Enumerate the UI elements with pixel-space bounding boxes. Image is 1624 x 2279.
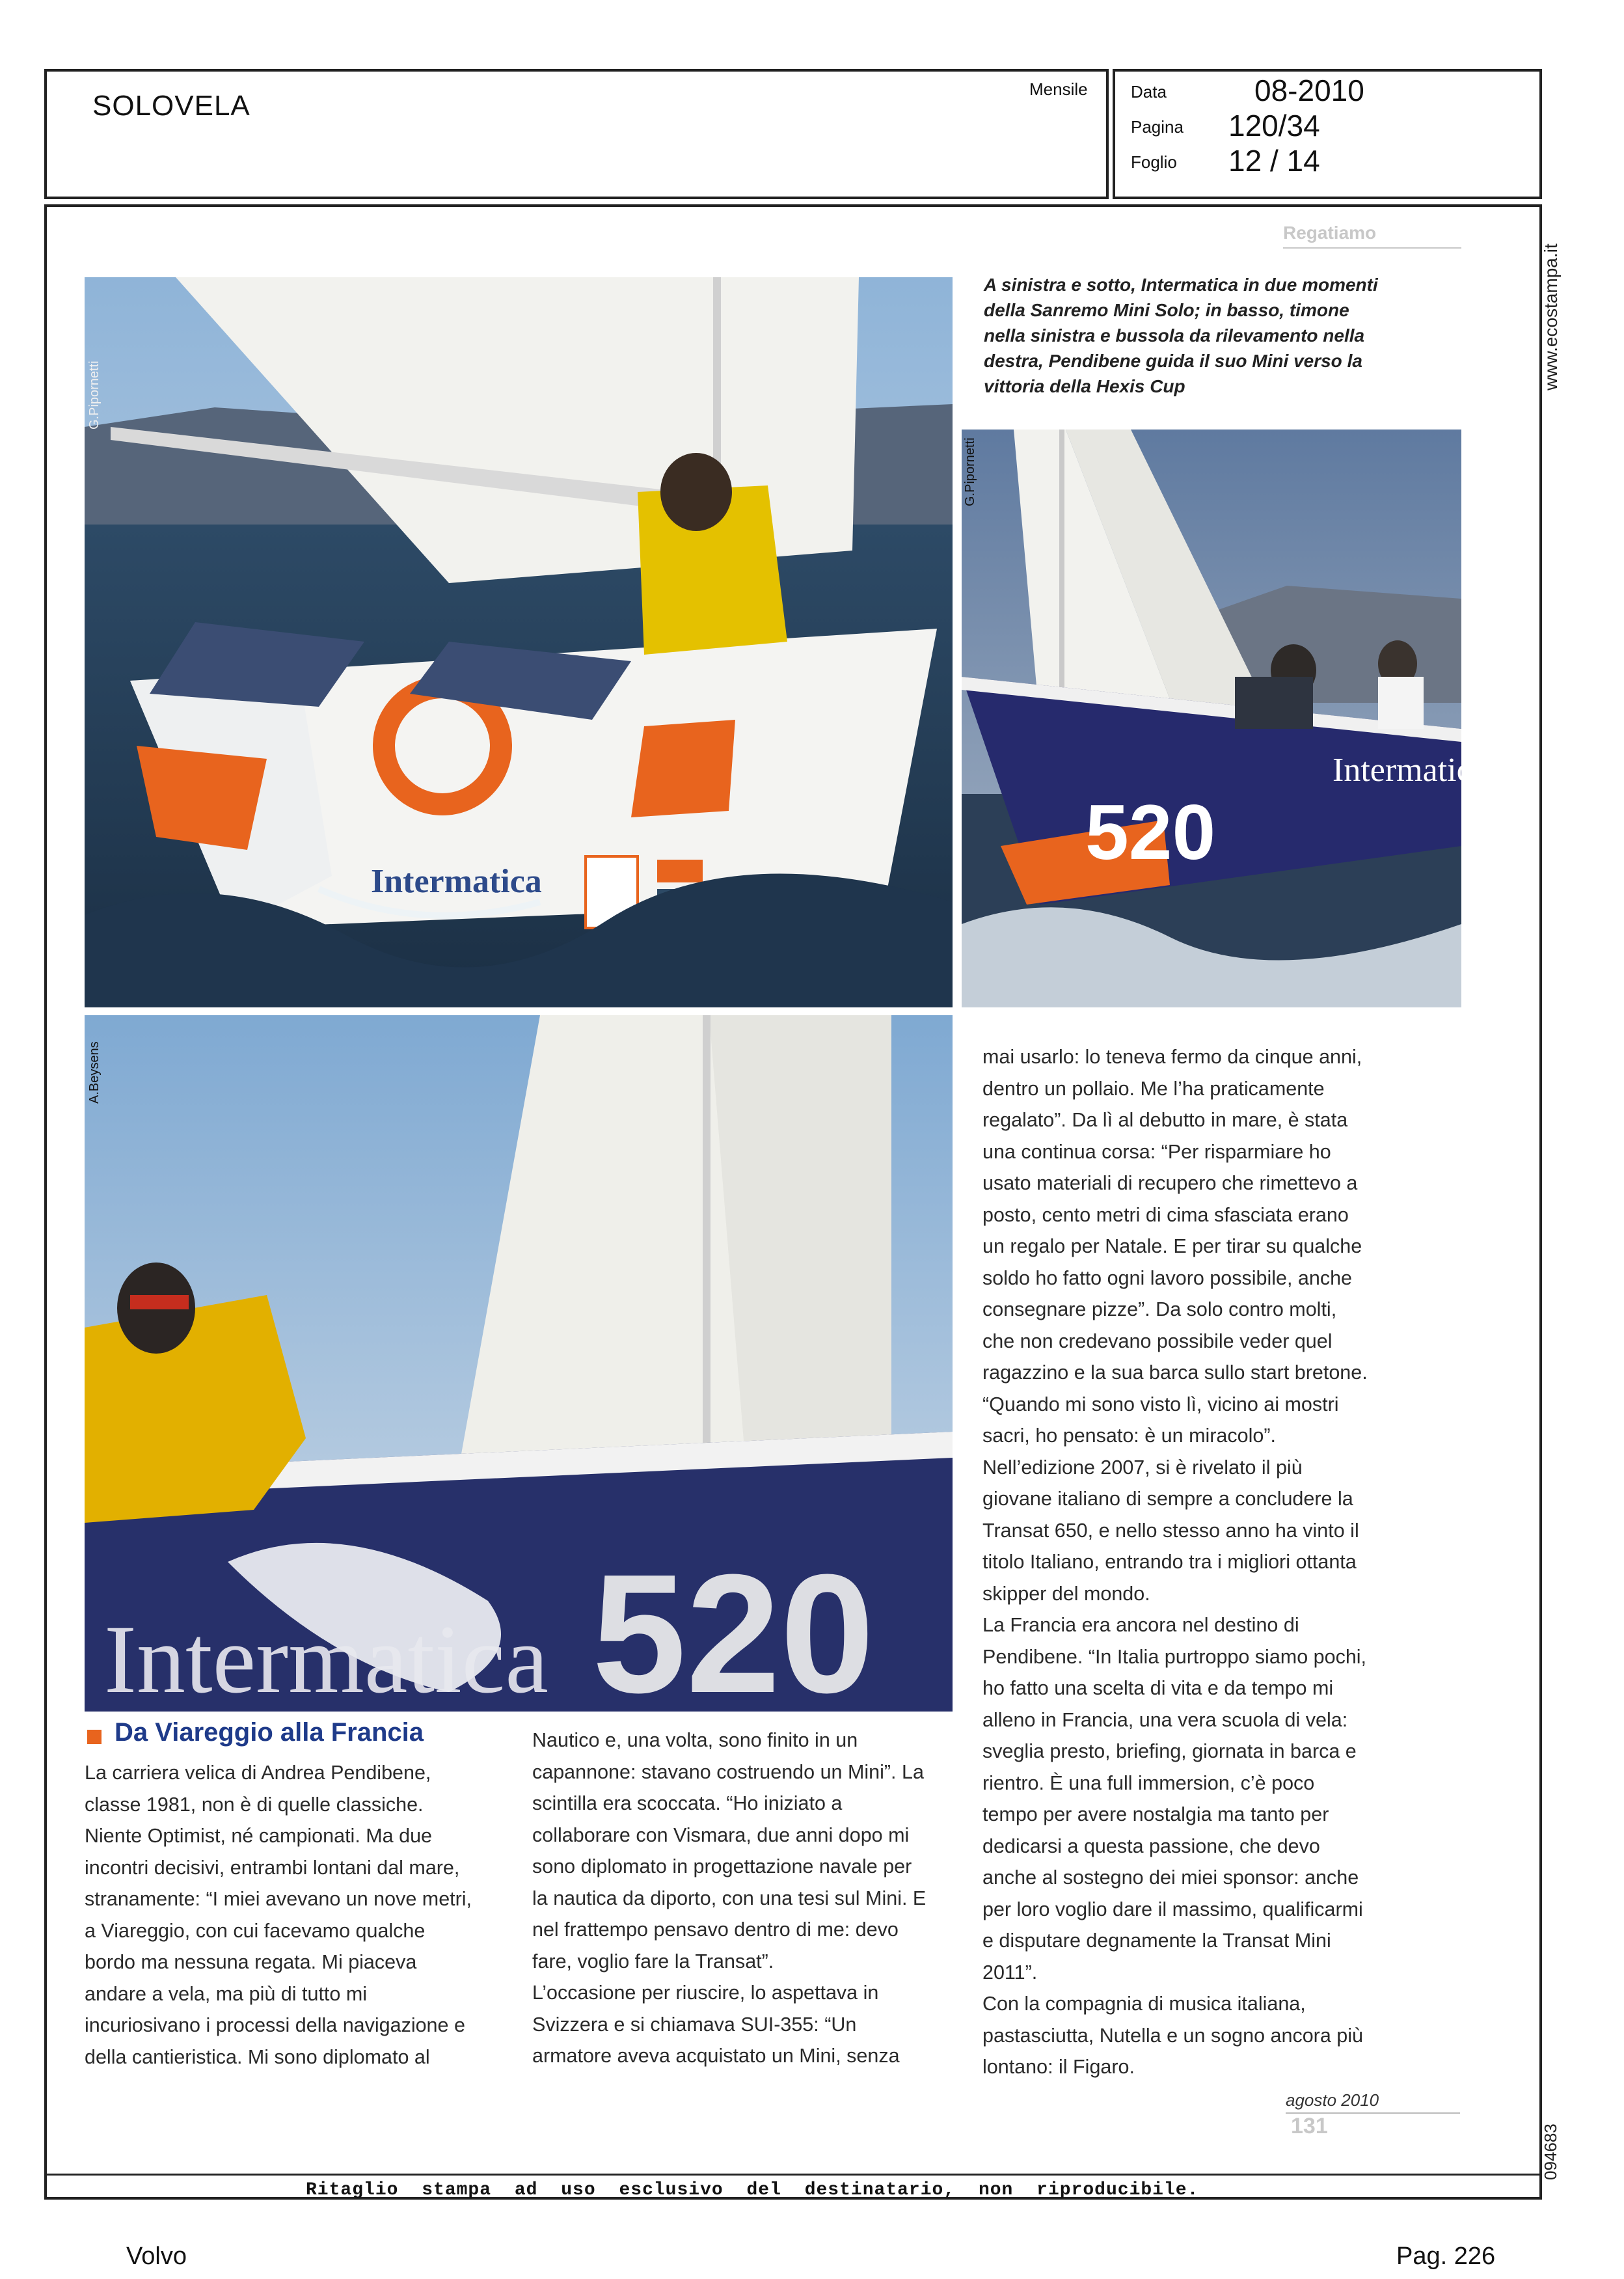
boat-number-label: 520 bbox=[1085, 789, 1216, 876]
date-label: Data bbox=[1131, 82, 1167, 102]
section-tag-rule bbox=[1283, 247, 1461, 249]
website-text: www.ecostampa.it bbox=[1541, 243, 1561, 390]
photo-skipper-helm bbox=[85, 1015, 953, 1728]
photo-sailboat-stern bbox=[85, 277, 953, 1007]
reproduction-disclaimer: Ritaglio stampa ad uso esclusivo del destinatario, non riproducibile. bbox=[306, 2180, 1199, 2200]
boat-brand-side: Intermatica bbox=[1333, 752, 1487, 789]
heading-marker bbox=[87, 1730, 102, 1744]
footer-divider bbox=[44, 2174, 1542, 2176]
photo-caption: A sinistra e sotto, Intermatica in due momenti della Sanremo Mini Solo; in basso, timone nella sinistra e bussola da rilevamento nella destra, Pendibene guida il suo Mini verso la vittoria della Hexis Cup bbox=[984, 275, 1378, 396]
article-column-3: mai usarlo: lo teneva fermo da cinque anni, dentro un pollaio. Me l’ha praticamente regalato”. Da lì al debutto in mare, è stata una continua corsa: “Per risparmiare ho usato materiali di recupero che rimettevo a posto, cento metri di cima sfasciata erano un regalo per Natale. E per tirar su qualche soldo ho fatto ogni lavoro possibile, anche consegnare pizze”. Da solo contro molti, che non credevano possibile veder quel ragazzino e la sua barca sullo start bretone. “Quando mi sono visto lì, vicino ai mostri sacri, ho pensato: è un miracolo”. Nell’edizione 2007, si è rivelato il più giovane italiano di sempre a concludere la Transat 650, e nello stesso anno ha vinto il titolo Italiano, entrando tra i migliori ottanta skipper del mondo. La Francia era ancora nel destino di Pendibene. “In Italia purtroppo siamo pochi, ho fatto una scelta di vita e da tempo mi alleno in Francia, una vera scuola di vela: sveglia presto, briefing, giornata in barca e rientro. È una full immersion, c’è poco tempo per avere nostalgia ma tanto per dedicarsi a questa passione, che devo anche al sostegno dei miei sponsor: anche per loro voglio dare il massimo, qualificarmi e disputare degnamente la Transat Mini 2011”. Con la compagnia di musica italiana, pastasciutta, Nutella e un sogno ancora più lontano: il Figaro. bbox=[982, 1046, 1368, 2078]
photo-credit-3: A.Beysens bbox=[87, 1041, 102, 1104]
article-column-2: Nautico e, una volta, sono finito in un capannone: stavano costruendo un Mini”. La scintilla era scoccata. “Ho iniziato a collaborare con Vismara, due anni dopo mi sono diplomato in progettazione navale per la nautica da diporto, con una tesi sul Mini. E nel frattempo pensavo dentro di me: devo fare, voglio fare la Transat”. L’occasione per riuscire, lo aspettava in Svizzera e si chiamava SUI-355: “Un armatore aveva acquistato un Mini, senza bbox=[532, 1729, 927, 2067]
page-value: 120/34 bbox=[1228, 109, 1320, 143]
article-heading: Da Viareggio alla Francia bbox=[115, 1718, 424, 1747]
boat-number-hull: 520 bbox=[592, 1540, 874, 1728]
photo-intermatica-heeling bbox=[962, 430, 1487, 1007]
publication-name: SOLOVELA bbox=[92, 90, 250, 122]
magazine-page-number: 131 bbox=[1291, 2114, 1328, 2138]
photo-intermatica-stern bbox=[85, 277, 953, 1007]
client-name: Volvo bbox=[126, 2243, 187, 2270]
issue-date: agosto 2010 bbox=[1286, 2090, 1379, 2110]
article-column-1: La carriera velica di Andrea Pendibene, classe 1981, non è di quelle classiche. Niente Optimist, né campionati. Ma due incontri decisivi, entrambi lontani dal mare, stranamente: “I miei avevano un nove metri, a Viareggio, con cui facevamo qualche bordo ma nessuna regata. Mi piaceva andare a vela, ma più di tutto mi incuriosivano i processi della navigazione e della cantieristica. Mi sono diplomato al bbox=[85, 1762, 472, 2068]
frequency-label: Mensile bbox=[1029, 79, 1088, 99]
section-tag: Regatiamo bbox=[1283, 223, 1377, 243]
archive-code: 094683 bbox=[1541, 2123, 1560, 2180]
photo-helmsman-pendibene bbox=[85, 1015, 953, 1728]
sheet-label: Foglio bbox=[1131, 152, 1177, 172]
boat-brand-hull: Intermatica bbox=[104, 1605, 548, 1713]
sheet-value: 12 / 14 bbox=[1228, 144, 1320, 178]
page-label: Pagina bbox=[1131, 117, 1184, 137]
photo-sailboat-520 bbox=[962, 430, 1487, 1007]
photo-credit-2: G.Pipornetti bbox=[963, 437, 977, 506]
header-publication-box bbox=[44, 69, 1109, 199]
page-counter: Pag. 226 bbox=[1396, 2243, 1496, 2270]
photo-credit-1: G.Pipornetti bbox=[87, 361, 102, 430]
boat-brand-label: Intermatica bbox=[371, 863, 542, 900]
date-value: 08-2010 bbox=[1254, 74, 1364, 107]
